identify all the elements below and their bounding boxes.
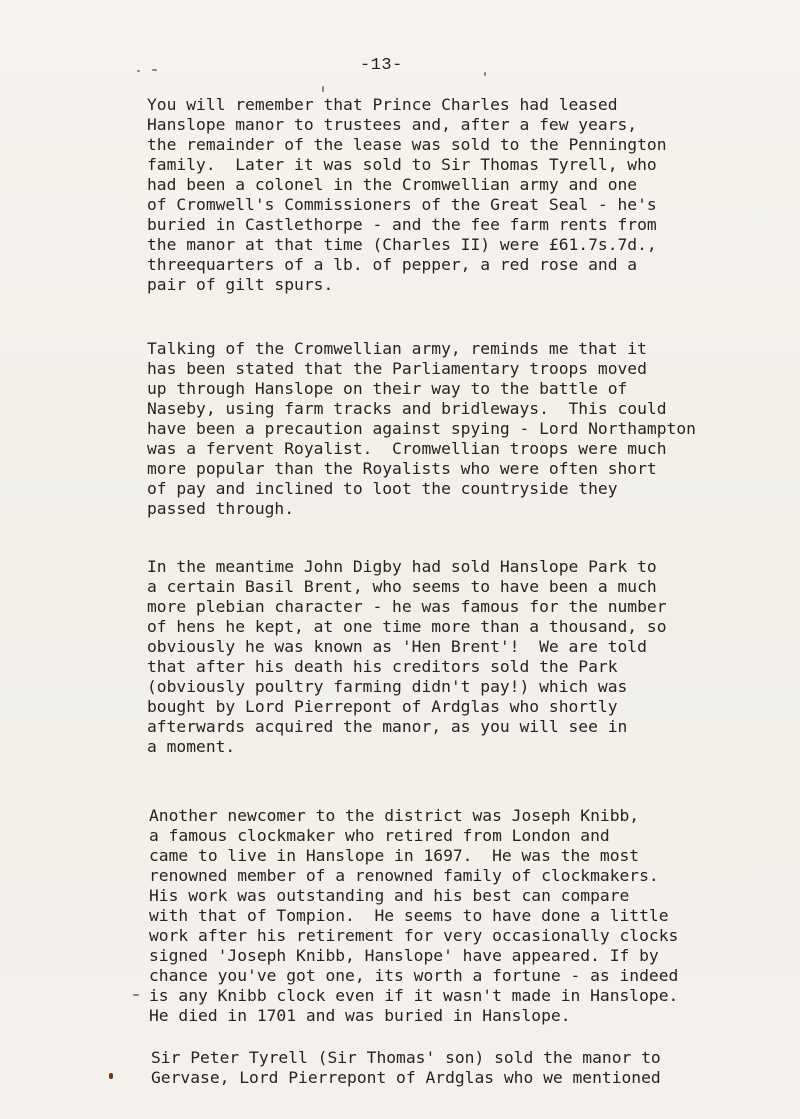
scan-speck bbox=[322, 86, 324, 92]
paragraph-peter-tyrell: Sir Peter Tyrell (Sir Thomas' son) sold the manor to Gervase, Lord Pierrepont of Ardglas who we mentioned bbox=[151, 1048, 661, 1087]
paragraph-hen-brent: In the meantime John Digby had sold Hanslope Park to a certain Basil Brent, who seems to have been a much more plebian character - he was famous for the number of hens he kept, at one time more than a thousand, so obviously he was known as 'Hen Brent'! We are told that after his death his creditors sold the Park (obviously poultry farming didn't pay!) which was bought by Lord Pierrepont of Ardglas who shortly afterwards acquired the manor, as you will see in a moment. bbox=[147, 557, 667, 756]
paragraph-joseph-knibb: Another newcomer to the district was Joseph Knibb, a famous clockmaker who retired from London and came to live in Hanslope in 1697. He was the most renowned member of a renowned family of clockmakers. His work was outstanding and his best can compare with that of Tompion. He seems to have done a little work after his retirement for very occasionally clocks signed 'Joseph Knibb, Hanslope' have appeared. If by chance you've got one, its worth a fortune - as indeed is any Knibb clock even if it wasn't made in Hanslope. He died in 1701 and was buried in Hanslope. bbox=[149, 806, 679, 1025]
page-number: -13- bbox=[360, 56, 403, 75]
scan-speck bbox=[133, 994, 139, 996]
scan-speck bbox=[137, 70, 140, 72]
scan-ink-mark bbox=[109, 1073, 113, 1079]
paragraph-prince-charles-lease: You will remember that Prince Charles had leased Hanslope manor to trustees and, after a few years, the remainder of the lease was sold to the Pennington family. Later it was sold to Sir Thomas Tyrell, who had been a colonel in the Cromwellian army and one of Cromwell's Commissioners of the Great Seal - he's buried in Castlethorpe - and the fee farm rents from the manor at that time (Charles II) were £61.7s.7d., threequarters of a lb. of pepper, a red rose and a pair of gilt spurs. bbox=[147, 95, 667, 294]
paragraph-cromwellian-army: Talking of the Cromwellian army, reminds me that it has been stated that the Parliamentary troops moved up through Hanslope on their way to the battle of Naseby, using farm tracks and bridleways. This could have been a precaution against spying - Lord Northampton was a fervent Royalist. Cromwellian troops were much more popular than the Royalists who were often short of pay and inclined to loot the countryside they passed through. bbox=[147, 339, 696, 518]
scan-speck bbox=[484, 72, 486, 76]
scan-speck bbox=[152, 69, 157, 71]
